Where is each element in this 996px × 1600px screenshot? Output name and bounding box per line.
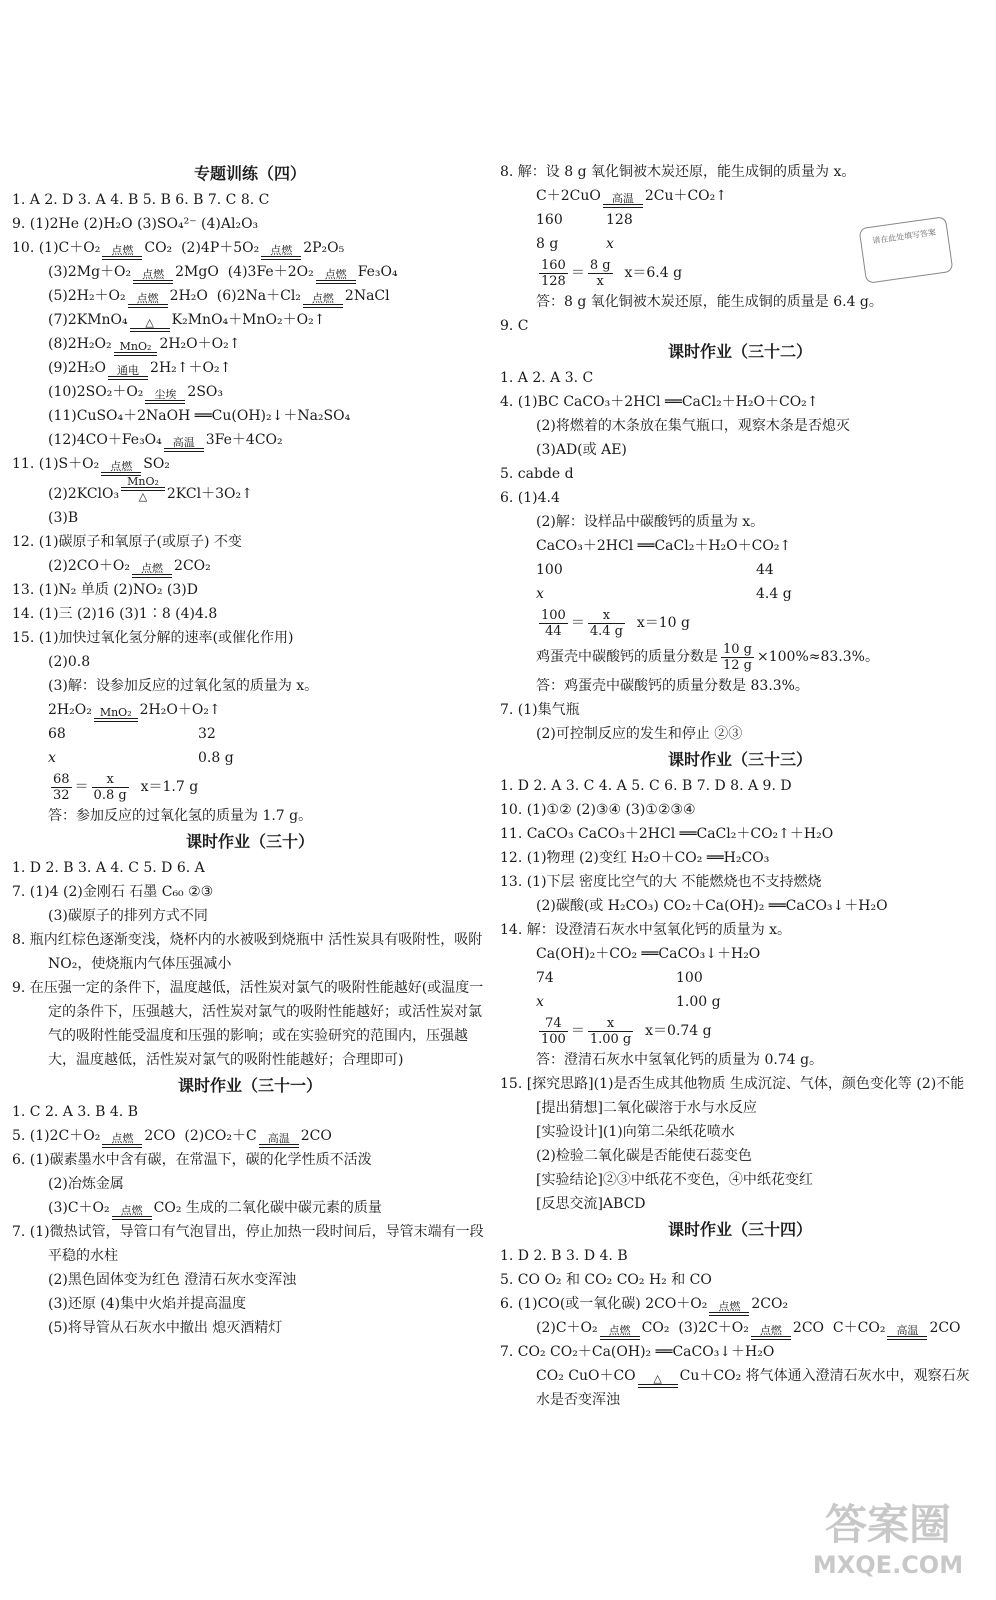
ratio-line: x 1.00 g (536, 994, 721, 1010)
answer-line: 1. A 2. A 3. C (500, 370, 594, 386)
answer-line: 答：参加反应的过氧化氢的质量为 1.7 g。 (48, 808, 313, 824)
answer-line: (2)解：设样品中碳酸钙的质量为 x。 (536, 514, 765, 530)
equation-line: C＋2CuO 高温 2Cu＋CO₂↑ (500, 184, 980, 208)
answer-line: (5)2H₂＋O₂ 点燃 2H₂O (6)2Na＋Cl₂ 点燃 2NaCl (12, 284, 488, 308)
answer-line: 5. CO O₂ 和 CO₂ CO₂ H₂ 和 CO (500, 1272, 712, 1288)
answer-paragraph: 7. (1)微热试管，导管口有气泡冒出，停止加热一段时间后，导管末端有一段平稳的水柱 (12, 1224, 484, 1264)
answer-line: 8. 解：设 8 g 氧化铜被木炭还原，能生成铜的质量为 x。 (500, 164, 856, 180)
answer-line: (2)检验二氧化碳是否能使石蕊变色 (536, 1148, 752, 1164)
right-column (500, 160, 980, 1412)
answer-line: 10. (1)C＋O₂ 点燃 CO₂ (2)4P＋5O₂ 点燃 2P₂O₅ (12, 236, 488, 260)
ratio-line: 100 44 (536, 562, 774, 578)
answer-line: (8)2H₂O₂ MnO₂ 2H₂O＋O₂↑ (12, 332, 488, 356)
answer-line: 1. D 2. B 3. A 4. C 5. D 6. A (12, 860, 205, 876)
stamp-mark: 请在此处填写答案 (859, 216, 954, 284)
ratio-line: x 4.4 g (536, 586, 792, 602)
answer-line: (10)2SO₂＋O₂ 尘埃 2SO₃ (12, 380, 488, 404)
answer-line: (2)C＋O₂ 点燃 CO₂ (3)2C＋O₂ 点燃 2CO C＋CO₂ 高温 2CO (500, 1316, 980, 1340)
answer-line: (9)2H₂O 通电 2H₂↑＋O₂↑ (12, 356, 488, 380)
answer-line: 13. (1)N₂ 单质 (2)NO₂ (3)D (12, 582, 198, 598)
answer-line: 7. (1)4 (2)金刚石 石墨 C₆₀ ②③ (12, 884, 214, 900)
answer-line: (11)CuSO₄＋2NaOH ══Cu(OH)₂↓＋Na₂SO₄ (48, 408, 351, 424)
answer-line: 15. (1)加快过氧化氢分解的速率(或催化作用) (12, 630, 294, 646)
answer-line: (7)2KMnO₄ △ K₂MnO₄＋MnO₂＋O₂↑ (12, 308, 488, 332)
equation-line: 2H₂O₂ MnO₂ 2H₂O＋O₂↑ (12, 698, 488, 722)
answer-line: 6. (1)碳素墨水中含有碳，在常温下，碳的化学性质不活泼 (12, 1152, 372, 1168)
answer-line: 12. (1)碳原子和氧原子(或原子) 不变 (12, 534, 242, 550)
section-title: 课时作业（三十二） (667, 342, 812, 361)
ratio-line: x 0.8 g (48, 750, 234, 766)
answer-paragraph: CO₂ CuO＋CO △ Cu＋CO₂ 将气体通入澄清石灰水中，观察石灰水是否变浑浊 (536, 1368, 970, 1408)
answer-line: [实验结论]②③中纸花不变色，④中纸花变红 (536, 1172, 813, 1188)
fraction-line: $\frac{160}{128}$ ＝ $\frac{8 g}{x}$ x＝6.4 g (541, 257, 683, 289)
answer-line: 7. CO₂ CO₂＋Ca(OH)₂ ══CaCO₃↓＋H₂O (500, 1344, 775, 1360)
equation-line: Ca(OH)₂＋CO₂ ══CaCO₃↓＋H₂O (536, 946, 761, 962)
answer-line: 1. C 2. A 3. B 4. B (12, 1104, 138, 1120)
answer-line: 12. (1)物理 (2)变红 H₂O＋CO₂ ══H₂CO₃ (500, 850, 770, 866)
answer-line: 14. (1)三 (2)16 (3)1∶8 (4)4.8 (12, 606, 218, 622)
ratio-line: 8 g x (536, 236, 614, 252)
answer-line: 1. A 2. D 3. A 4. B 5. B 6. B 7. C 8. C (12, 192, 270, 208)
answer-line: (2)0.8 (48, 654, 91, 670)
fraction-line: 鸡蛋壳中碳酸钙的质量分数是 $\frac{10 g}{12 g}$ ×100%≈83.3%。 (536, 641, 879, 673)
ratio-line: 74 100 (536, 970, 703, 986)
answer-line: (3)2Mg＋O₂ 点燃 2MgO (4)3Fe＋2O₂ 点燃 Fe₃O₄ (12, 260, 488, 284)
answer-line: (2)将燃着的木条放在集气瓶口，观察木条是否熄灭 (536, 418, 850, 434)
answer-line: (12)4CO＋Fe₃O₄ 高温 3Fe＋4CO₂ (12, 428, 488, 452)
answer-line: (2)碳酸(或 H₂CO₃) CO₂＋Ca(OH)₂ ══CaCO₃↓＋H₂O (536, 898, 888, 914)
answer-paragraph: 8. 瓶内红棕色逐渐变浅，烧杯内的水被吸到烧瓶中 活性炭具有吸附性，吸附 NO₂，使烧瓶内气体压强减小 (12, 932, 483, 972)
left-column (12, 160, 488, 1340)
section-title: 课时作业（三十四） (667, 1220, 812, 1239)
answer-line: 5. (1)2C＋O₂ 点燃 2CO (2)CO₂＋C 高温 2CO (12, 1124, 488, 1148)
answer-line: 7. (1)集气瓶 (500, 702, 580, 718)
answer-line: (5)将导管从石灰水中撤出 熄灭酒精灯 (48, 1320, 283, 1336)
answer-line: (2)冶炼金属 (48, 1176, 124, 1192)
ratio-line: 160 128 (536, 212, 633, 228)
answer-line: [反思交流]ABCD (536, 1196, 646, 1212)
answer-line: 答：8 g 氧化铜被木炭还原，能生成铜的质量是 6.4 g。 (536, 294, 883, 310)
answer-line: 答：澄清石灰水中氢氧化钙的质量为 0.74 g。 (536, 1052, 824, 1068)
section-title: 课时作业（三十一） (177, 1076, 322, 1095)
answer-line: 6. (1)CO(或一氧化碳) 2CO＋O₂ 点燃 2CO₂ (500, 1292, 980, 1316)
answer-line: 11. (1)S＋O₂ 点燃 SO₂ (12, 452, 488, 476)
answer-line: 5. cabde d (500, 466, 574, 482)
answer-line: (2)黑色固体变为红色 澄清石灰水变浑浊 (48, 1272, 297, 1288)
answer-line: 11. CaCO₃ CaCO₃＋2HCl ══CaCl₂＋CO₂↑＋H₂O (500, 826, 834, 842)
answer-line: [实验设计](1)向第二朵纸花喷水 (536, 1124, 735, 1140)
answer-line: 13. (1)下层 密度比空气的大 不能燃烧也不支持燃烧 (500, 874, 822, 890)
answer-line: 10. (1)①② (2)③④ (3)①②③④ (500, 802, 696, 818)
answer-line: (3)还原 (4)集中火焰并提高温度 (48, 1296, 247, 1312)
answer-line: (3)AD(或 AE) (536, 442, 627, 458)
answer-line: (3)解：设参加反应的过氧化氢的质量为 x。 (48, 678, 319, 694)
answer-line: (3)碳原子的排列方式不同 (48, 908, 208, 924)
answer-line: (2)2CO＋O₂ 点燃 2CO₂ (12, 554, 488, 578)
equation-line: CaCO₃＋2HCl ══CaCl₂＋H₂O＋CO₂↑ (536, 538, 792, 554)
answer-line: 4. (1)BC CaCO₃＋2HCl ══CaCl₂＋H₂O＋CO₂↑ (500, 394, 819, 410)
fraction-line: $\frac{100}{44}$ ＝ $\frac{x}{4.4 g}$ x＝10 g (541, 607, 690, 639)
answer-line: 1. D 2. A 3. C 4. A 5. C 6. B 7. D 8. A 9. D (500, 778, 792, 794)
section-title: 课时作业（三十） (185, 832, 314, 851)
answer-line: 6. (1)4.4 (500, 490, 560, 506)
section-title: 课时作业（三十三） (667, 750, 812, 769)
answer-line: (3)C＋O₂ 点燃 CO₂ 生成的二氧化碳中碳元素的质量 (12, 1196, 488, 1220)
answer-line: (3)B (48, 510, 79, 526)
watermark-logo: 答案圈 MXQE.COM (812, 1500, 964, 1579)
ratio-line: 68 32 (48, 726, 216, 742)
answer-line: [提出猜想]二氧化碳溶于水与水反应 (536, 1100, 757, 1116)
answer-paragraph: 9. 在压强一定的条件下，温度越低，活性炭对氯气的吸附性能越好(或温度一定的条件下，压强越大，活性炭对氯气的吸附性能越好；或活性炭对氯气的吸附性能受温度和压强的影响；或在实验研究的范围内，压强越大，温度越低，活性炭对氯气的吸附性能越好；合理即可) (12, 980, 484, 1068)
answer-paragraph: 15. [探究思路](1)是否生成其他物质 生成沉淀、气体，颜色变化等 (2)不能 (500, 1076, 965, 1092)
fraction-line: $\frac{74}{100}$ ＝ $\frac{x}{1.00 g}$ x＝0.74 g (541, 1015, 712, 1047)
answer-line: 答：鸡蛋壳中碳酸钙的质量分数是 83.3%。 (536, 678, 809, 694)
answer-line: (2)可控制反应的发生和停止 ②③ (536, 726, 743, 742)
answer-line: (2)2KClO₃ MnO₂ △ 2KCl＋3O₂↑ (48, 475, 253, 503)
answer-line: 14. 解：设澄清石灰水中氢氧化钙的质量为 x。 (500, 922, 792, 938)
fraction-line: $\frac{68}{32}$ ＝ $\frac{x}{0.8 g}$ x＝1.7 g (53, 771, 199, 803)
section-title: 专题训练（四） (193, 164, 306, 183)
answer-line: 1. D 2. B 3. D 4. B (500, 1248, 628, 1264)
answer-line: 9. C (500, 318, 529, 334)
answer-line: 9. (1)2He (2)H₂O (3)SO₄²⁻ (4)Al₂O₃ (12, 216, 259, 232)
